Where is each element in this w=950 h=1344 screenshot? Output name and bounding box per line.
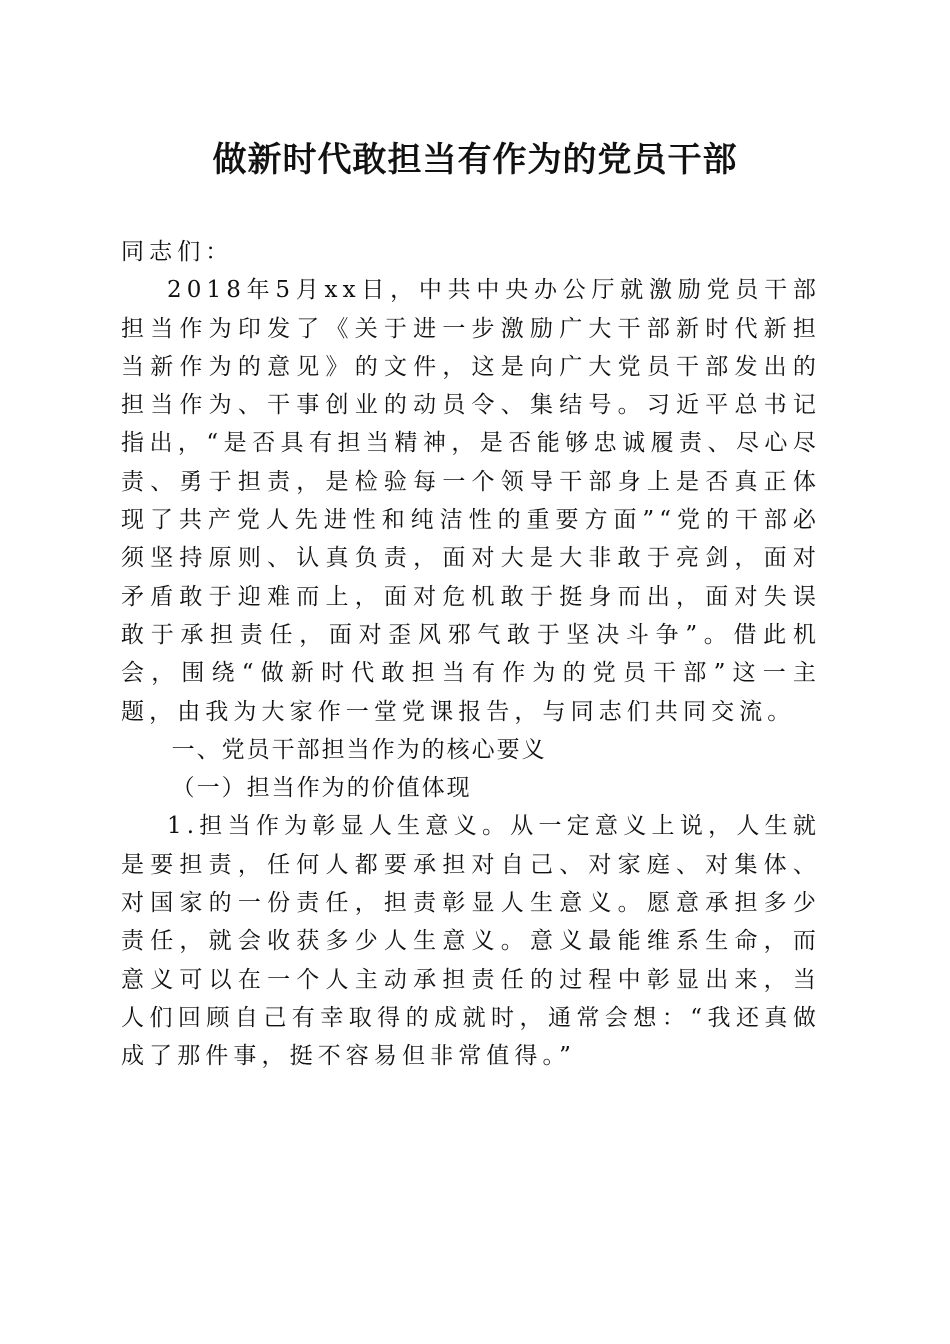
document-body bbox=[121, 233, 821, 1076]
point-paragraph: 1.担当作为彰显人生意义。从一定意义上说，人生就是要担责，任何人都要承担对自己、对家庭、对集体、对国家的一份责任，担责彰显人生意义。愿意承担多少责任，就会收获多少人生意义。意义最能维系生命，而意义可以在一个人主动承担责任的过程中彰显出来，当人们回顾自己有幸取得的成就时，通常会想：“我还真做成了那件事，挺不容易但非常值得。” bbox=[121, 813, 821, 1070]
subsection-heading: （一）担当作为的价值体现 bbox=[171, 775, 472, 802]
section-heading: 一、党员干部担当作为的核心要义 bbox=[171, 736, 547, 763]
intro-paragraph: 2018年5月xx日，中共中央办公厅就激励党员干部担当作为印发了《关于进一步激励广大干部新时代新担当新作为的意见》的文件，这是向广大党员干部发出的担当作为、干事创业的动员令、集结号。习近平总书记指出，“是否具有担当精神，是否能够忠诚履责、尽心尽责、勇于担责，是检验每一个领导干部身上是否真正体现了共产党人先进性和纯洁性的重要方面”“党的干部必须坚持原则、认真负责，面对大是大非敢于亮剑，面对矛盾敢于迎难而上，面对危机敢于挺身而出，面对失误敢于承担责任，面对歪风邪气敢于坚决斗争”。借此机会，围绕“做新时代敢担当有作为的党员干部”这一主题，由我为大家作一堂党课报告，与同志们共同交流。 bbox=[121, 277, 821, 725]
salutation: 同志们： bbox=[121, 239, 234, 265]
document-title: 做新时代敢担当有作为的党员干部 bbox=[212, 140, 738, 180]
